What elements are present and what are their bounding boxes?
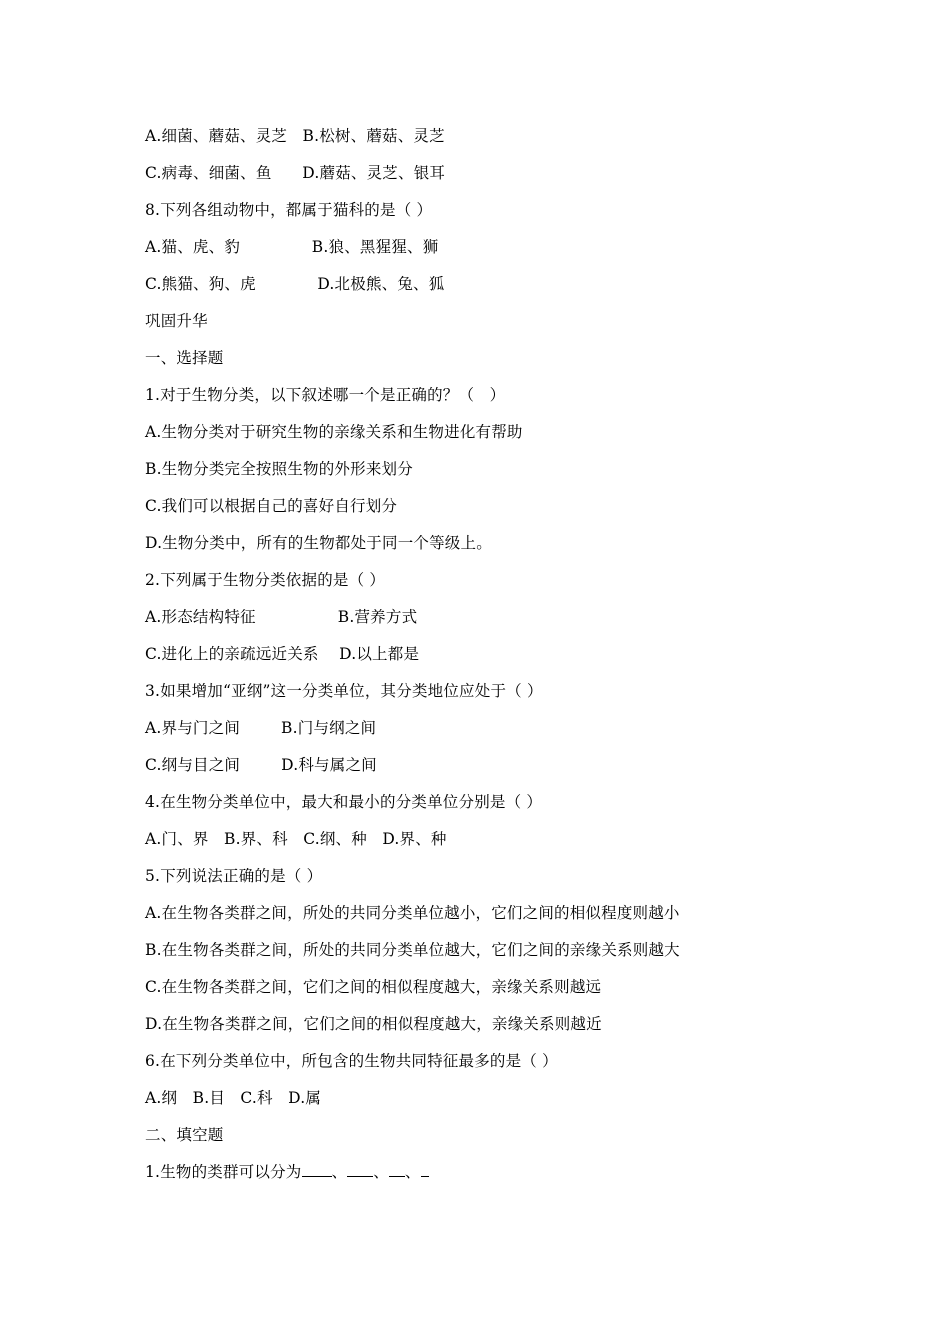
text-line: D.在生物各类群之间，它们之间的相似程度越大，亲缘关系则越近 bbox=[145, 1015, 602, 1033]
text-line: A.猫、虎、豹 B.狼、黑猩猩、狮 bbox=[145, 238, 439, 256]
text-line: A.在生物各类群之间，所处的共同分类单位越小，它们之间的相似程度则越小 bbox=[145, 904, 680, 922]
question-4: 4.在生物分类单位中，最大和最小的分类单位分别是（ ） bbox=[145, 793, 543, 811]
question-8: 8.下列各组动物中，都属于猫科的是（ ） bbox=[145, 201, 433, 219]
section-heading: 巩固升华 bbox=[145, 312, 208, 330]
separator: 、 bbox=[404, 1163, 421, 1181]
text-line: C.在生物各类群之间，它们之间的相似程度越大，亲缘关系则越远 bbox=[145, 978, 602, 996]
answer-blank bbox=[389, 1158, 405, 1177]
document-page bbox=[145, 118, 865, 1191]
text-line: C.熊猫、狗、虎 D.北极熊、兔、狐 bbox=[145, 275, 445, 293]
answer-blank bbox=[347, 1158, 373, 1177]
text-line: A.形态结构特征 B.营养方式 bbox=[145, 608, 418, 626]
text-line: C.我们可以根据自己的喜好自行划分 bbox=[145, 497, 398, 515]
separator: 、 bbox=[373, 1163, 389, 1181]
question-6: 6.在下列分类单位中，所包含的生物共同特征最多的是（ ） bbox=[145, 1052, 558, 1070]
section-heading: 一、选择题 bbox=[145, 349, 224, 367]
question-1: 1.对于生物分类，以下叙述哪一个是正确的？（ ） bbox=[145, 386, 506, 404]
text-line: B.生物分类完全按照生物的外形来划分 bbox=[145, 460, 413, 478]
text-line: A.界与门之间 B.门与纲之间 bbox=[145, 719, 377, 737]
section-heading: 二、填空题 bbox=[145, 1126, 224, 1144]
text-line: A.细菌、蘑菇、灵芝 B.松树、蘑菇、灵芝 bbox=[145, 127, 445, 145]
question-3: 3.如果增加“亚纲”这一分类单位，其分类地位应处于（ ） bbox=[145, 682, 543, 700]
text-line: A.生物分类对于研究生物的亲缘关系和生物进化有帮助 bbox=[145, 423, 523, 441]
question-2: 2.下列属于生物分类依据的是（ ） bbox=[145, 571, 386, 589]
text-line: A.门、界 B.界、科 C.纲、种 D.界、种 bbox=[145, 830, 447, 848]
text-line: B.在生物各类群之间，所处的共同分类单位越大，它们之间的亲缘关系则越大 bbox=[145, 941, 680, 959]
text-line: C.纲与目之间 D.科与属之间 bbox=[145, 756, 377, 774]
answer-blank bbox=[302, 1158, 332, 1177]
separator: 、 bbox=[331, 1163, 348, 1181]
text-line: C.进化上的亲疏远近关系 D.以上都是 bbox=[145, 645, 420, 663]
fill-question-prefix: 1.生物的类群可以分为 bbox=[145, 1163, 302, 1181]
fill-question-1 bbox=[145, 1154, 865, 1191]
question-5: 5.下列说法正确的是（ ） bbox=[145, 867, 323, 885]
text-line: C.病毒、细菌、鱼 D.蘑菇、灵芝、银耳 bbox=[145, 164, 446, 182]
text-line: D.生物分类中，所有的生物都处于同一个等级上。 bbox=[145, 534, 492, 552]
text-line: A.纲 B.目 C.科 D.属 bbox=[145, 1089, 322, 1107]
answer-blank bbox=[421, 1158, 429, 1177]
